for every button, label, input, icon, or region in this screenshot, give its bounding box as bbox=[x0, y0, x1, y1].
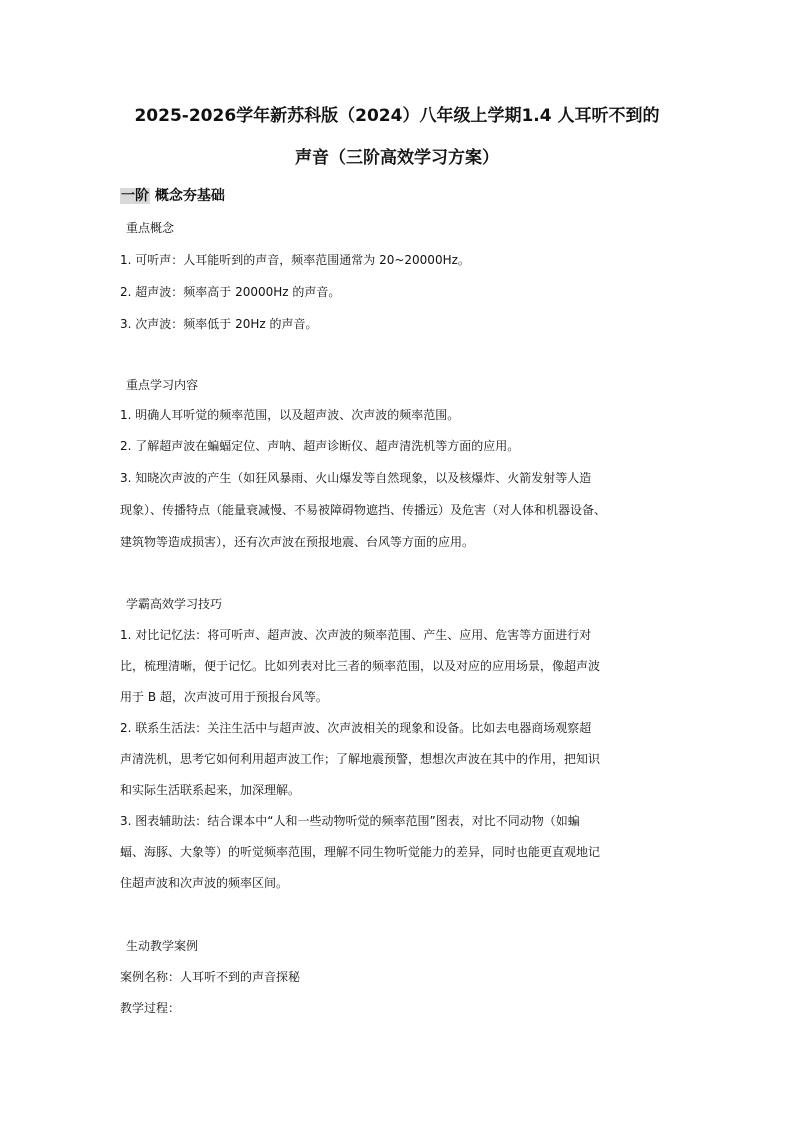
case-line: 案例名称：人耳听不到的声音探秘 bbox=[120, 970, 301, 984]
content-line: 1. 明确人耳听觉的频率范围，以及超声波、次声波的频率范围。 bbox=[120, 408, 460, 422]
content-line: 现象）、传播特点（能量衰减慢、不易被障碍物遮挡、传播远）及危害（对人体和机器设备、 bbox=[120, 503, 607, 517]
section-heading-teaching-case: 生动教学案例 bbox=[126, 939, 199, 953]
tips-line: 3. 图表辅助法：结合课本中“人和一些动物听觉的频率范围”图表，对比不同动物（如蝙 bbox=[120, 814, 580, 828]
tips-line: 和实际生活联系起来，加深理解。 bbox=[120, 783, 301, 797]
section-heading-key-concepts: 重点概念 bbox=[126, 221, 175, 235]
tips-line: 声清洗机，思考它如何利用超声波工作；了解地震预警，想想次声波在其中的作用，把知识 bbox=[120, 752, 601, 766]
document-title-line-2: 声音（三阶高效学习方案） bbox=[295, 148, 499, 168]
concept-item: 2. 超声波：频率高于 20000Hz 的声音。 bbox=[120, 285, 341, 299]
tips-line: 住超声波和次声波的频率区间。 bbox=[120, 876, 289, 890]
stage-heading bbox=[120, 185, 225, 207]
stage-label-text: 概念夯基础 bbox=[150, 188, 225, 204]
tips-line: 用于 B 超，次声波可用于预报台风等。 bbox=[120, 690, 328, 704]
content-line: 建筑物等造成损害），还有次声波在预报地震、台风等方面的应用。 bbox=[120, 535, 475, 549]
concept-item: 1. 可听声：人耳能听到的声音，频率范围通常为 20~20000Hz。 bbox=[120, 253, 470, 267]
content-line: 2. 了解超声波在蝙蝠定位、声呐、超声诊断仪、超声清洗机等方面的应用。 bbox=[120, 439, 520, 453]
concept-item: 3. 次声波：频率低于 20Hz 的声音。 bbox=[120, 317, 318, 331]
content-line: 3. 知晓次声波的产生（如狂风暴雨、火山爆发等自然现象，以及核爆炸、火箭发射等人造 bbox=[120, 471, 592, 485]
document-title-line-1: 2025-2026学年新苏科版（2024）八年级上学期1.4 人耳听不到的 bbox=[134, 106, 660, 126]
stage-label-highlight: 一阶 bbox=[121, 188, 149, 204]
tips-line: 2. 联系生活法：关注生活中与超声波、次声波相关的现象和设备。比如去电器商场观察超 bbox=[120, 721, 592, 735]
section-heading-study-tips: 学霸高效学习技巧 bbox=[126, 597, 223, 611]
section-heading-key-content: 重点学习内容 bbox=[126, 378, 199, 392]
tips-line: 蝠、海豚、大象等）的听觉频率范围，理解不同生物听觉能力的差异，同时也能更直观地记 bbox=[120, 845, 601, 859]
case-line: 教学过程： bbox=[120, 1001, 181, 1015]
tips-line: 比，梳理清晰，便于记忆。比如列表对比三者的频率范围，以及对应的应用场景，像超声波 bbox=[120, 659, 601, 673]
tips-line: 1. 对比记忆法：将可听声、超声波、次声波的频率范围、产生、应用、危害等方面进行对 bbox=[120, 628, 592, 642]
